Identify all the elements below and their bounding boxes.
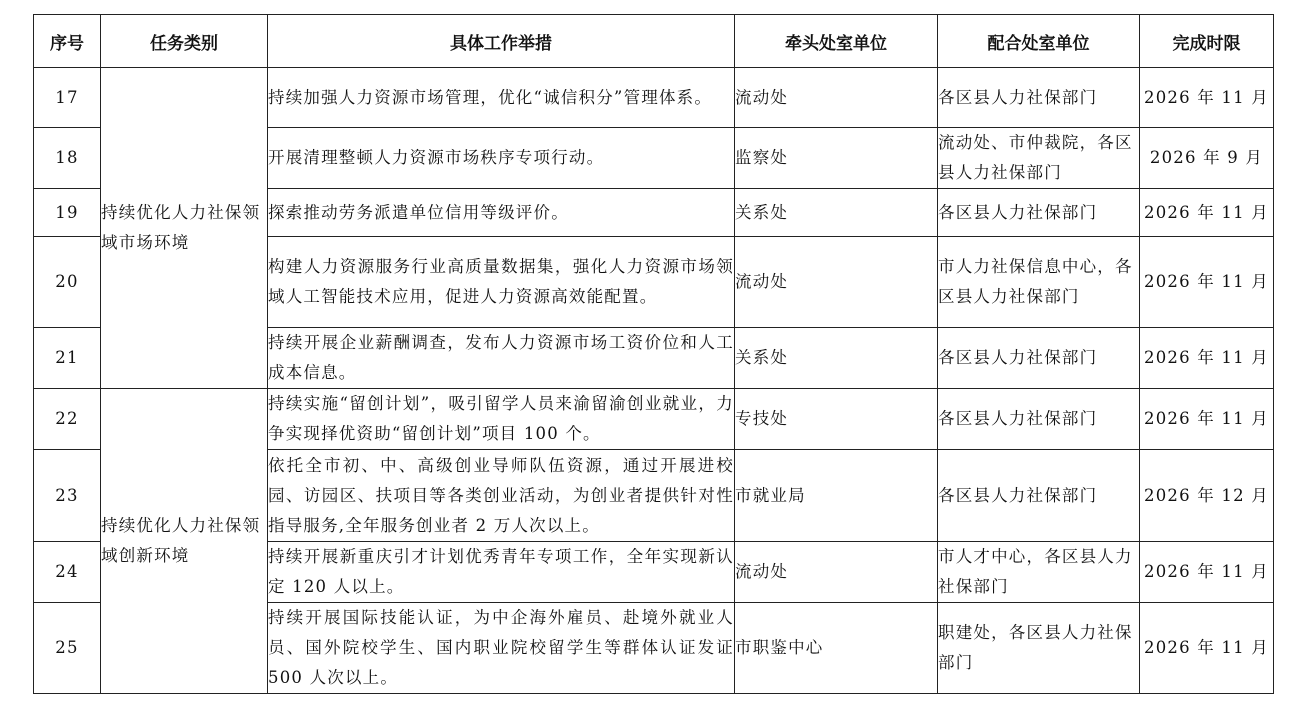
row-number: 20 <box>34 237 101 328</box>
task-description: 持续实施“留创计划”，吸引留学人员来渝留渝创业就业，力争实现择优资助“留创计划”项目 100 个。 <box>268 389 735 450</box>
task-description: 持续开展新重庆引才计划优秀青年专项工作，全年实现新认定 120 人以上。 <box>268 542 735 603</box>
deadline: 2026 年 9 月 <box>1140 128 1274 189</box>
lead-unit: 监察处 <box>735 128 938 189</box>
coop-unit: 市人力社保信息中心，各区县人力社保部门 <box>938 237 1140 328</box>
deadline: 2026 年 11 月 <box>1140 542 1274 603</box>
task-description: 开展清理整顿人力资源市场秩序专项行动。 <box>268 128 735 189</box>
task-category: 持续优化人力社保领域市场环境 <box>101 68 268 389</box>
row-number: 23 <box>34 450 101 542</box>
deadline: 2026 年 11 月 <box>1140 328 1274 389</box>
row-number: 22 <box>34 389 101 450</box>
header-no: 序号 <box>34 15 101 68</box>
row-number: 24 <box>34 542 101 603</box>
table-row <box>34 68 1274 128</box>
coop-unit: 流动处、市仲裁院，各区县人力社保部门 <box>938 128 1140 189</box>
coop-unit: 各区县人力社保部门 <box>938 189 1140 237</box>
deadline: 2026 年 11 月 <box>1140 68 1274 128</box>
deadline: 2026 年 12 月 <box>1140 450 1274 542</box>
row-number: 18 <box>34 128 101 189</box>
header-coop-unit: 配合处室单位 <box>938 15 1140 68</box>
deadline: 2026 年 11 月 <box>1140 189 1274 237</box>
coop-unit: 各区县人力社保部门 <box>938 68 1140 128</box>
header-row <box>34 15 1274 68</box>
task-table <box>33 14 1274 694</box>
row-number: 21 <box>34 328 101 389</box>
deadline: 2026 年 11 月 <box>1140 603 1274 694</box>
coop-unit: 各区县人力社保部门 <box>938 450 1140 542</box>
task-description: 持续开展企业薪酬调查，发布人力资源市场工资价位和人工成本信息。 <box>268 328 735 389</box>
header-task: 具体工作举措 <box>268 15 735 68</box>
lead-unit: 关系处 <box>735 189 938 237</box>
header-deadline: 完成时限 <box>1140 15 1274 68</box>
task-description: 探索推动劳务派遣单位信用等级评价。 <box>268 189 735 237</box>
lead-unit: 市就业局 <box>735 450 938 542</box>
coop-unit: 各区县人力社保部门 <box>938 389 1140 450</box>
task-description: 依托全市初、中、高级创业导师队伍资源，通过开展进校园、访园区、扶项目等各类创业活动，为创业者提供针对性指导服务,全年服务创业者 2 万人次以上。 <box>268 450 735 542</box>
row-number: 25 <box>34 603 101 694</box>
coop-unit: 市人才中心，各区县人力社保部门 <box>938 542 1140 603</box>
lead-unit: 专技处 <box>735 389 938 450</box>
task-description: 构建人力资源服务行业高质量数据集，强化人力资源市场领域人工智能技术应用，促进人力资源高效能配置。 <box>268 237 735 328</box>
lead-unit: 关系处 <box>735 328 938 389</box>
table-row <box>34 389 1274 450</box>
lead-unit: 流动处 <box>735 68 938 128</box>
deadline: 2026 年 11 月 <box>1140 237 1274 328</box>
task-description: 持续加强人力资源市场管理，优化“诚信积分”管理体系。 <box>268 68 735 128</box>
coop-unit: 职建处，各区县人力社保部门 <box>938 603 1140 694</box>
task-category: 持续优化人力社保领域创新环境 <box>101 389 268 694</box>
task-description: 持续开展国际技能认证，为中企海外雇员、赴境外就业人员、国外院校学生、国内职业院校留学生等群体认证发证 500 人次以上。 <box>268 603 735 694</box>
header-category: 任务类别 <box>101 15 268 68</box>
lead-unit: 市职鉴中心 <box>735 603 938 694</box>
coop-unit: 各区县人力社保部门 <box>938 328 1140 389</box>
header-lead-unit: 牵头处室单位 <box>735 15 938 68</box>
row-number: 17 <box>34 68 101 128</box>
row-number: 19 <box>34 189 101 237</box>
lead-unit: 流动处 <box>735 542 938 603</box>
lead-unit: 流动处 <box>735 237 938 328</box>
deadline: 2026 年 11 月 <box>1140 389 1274 450</box>
